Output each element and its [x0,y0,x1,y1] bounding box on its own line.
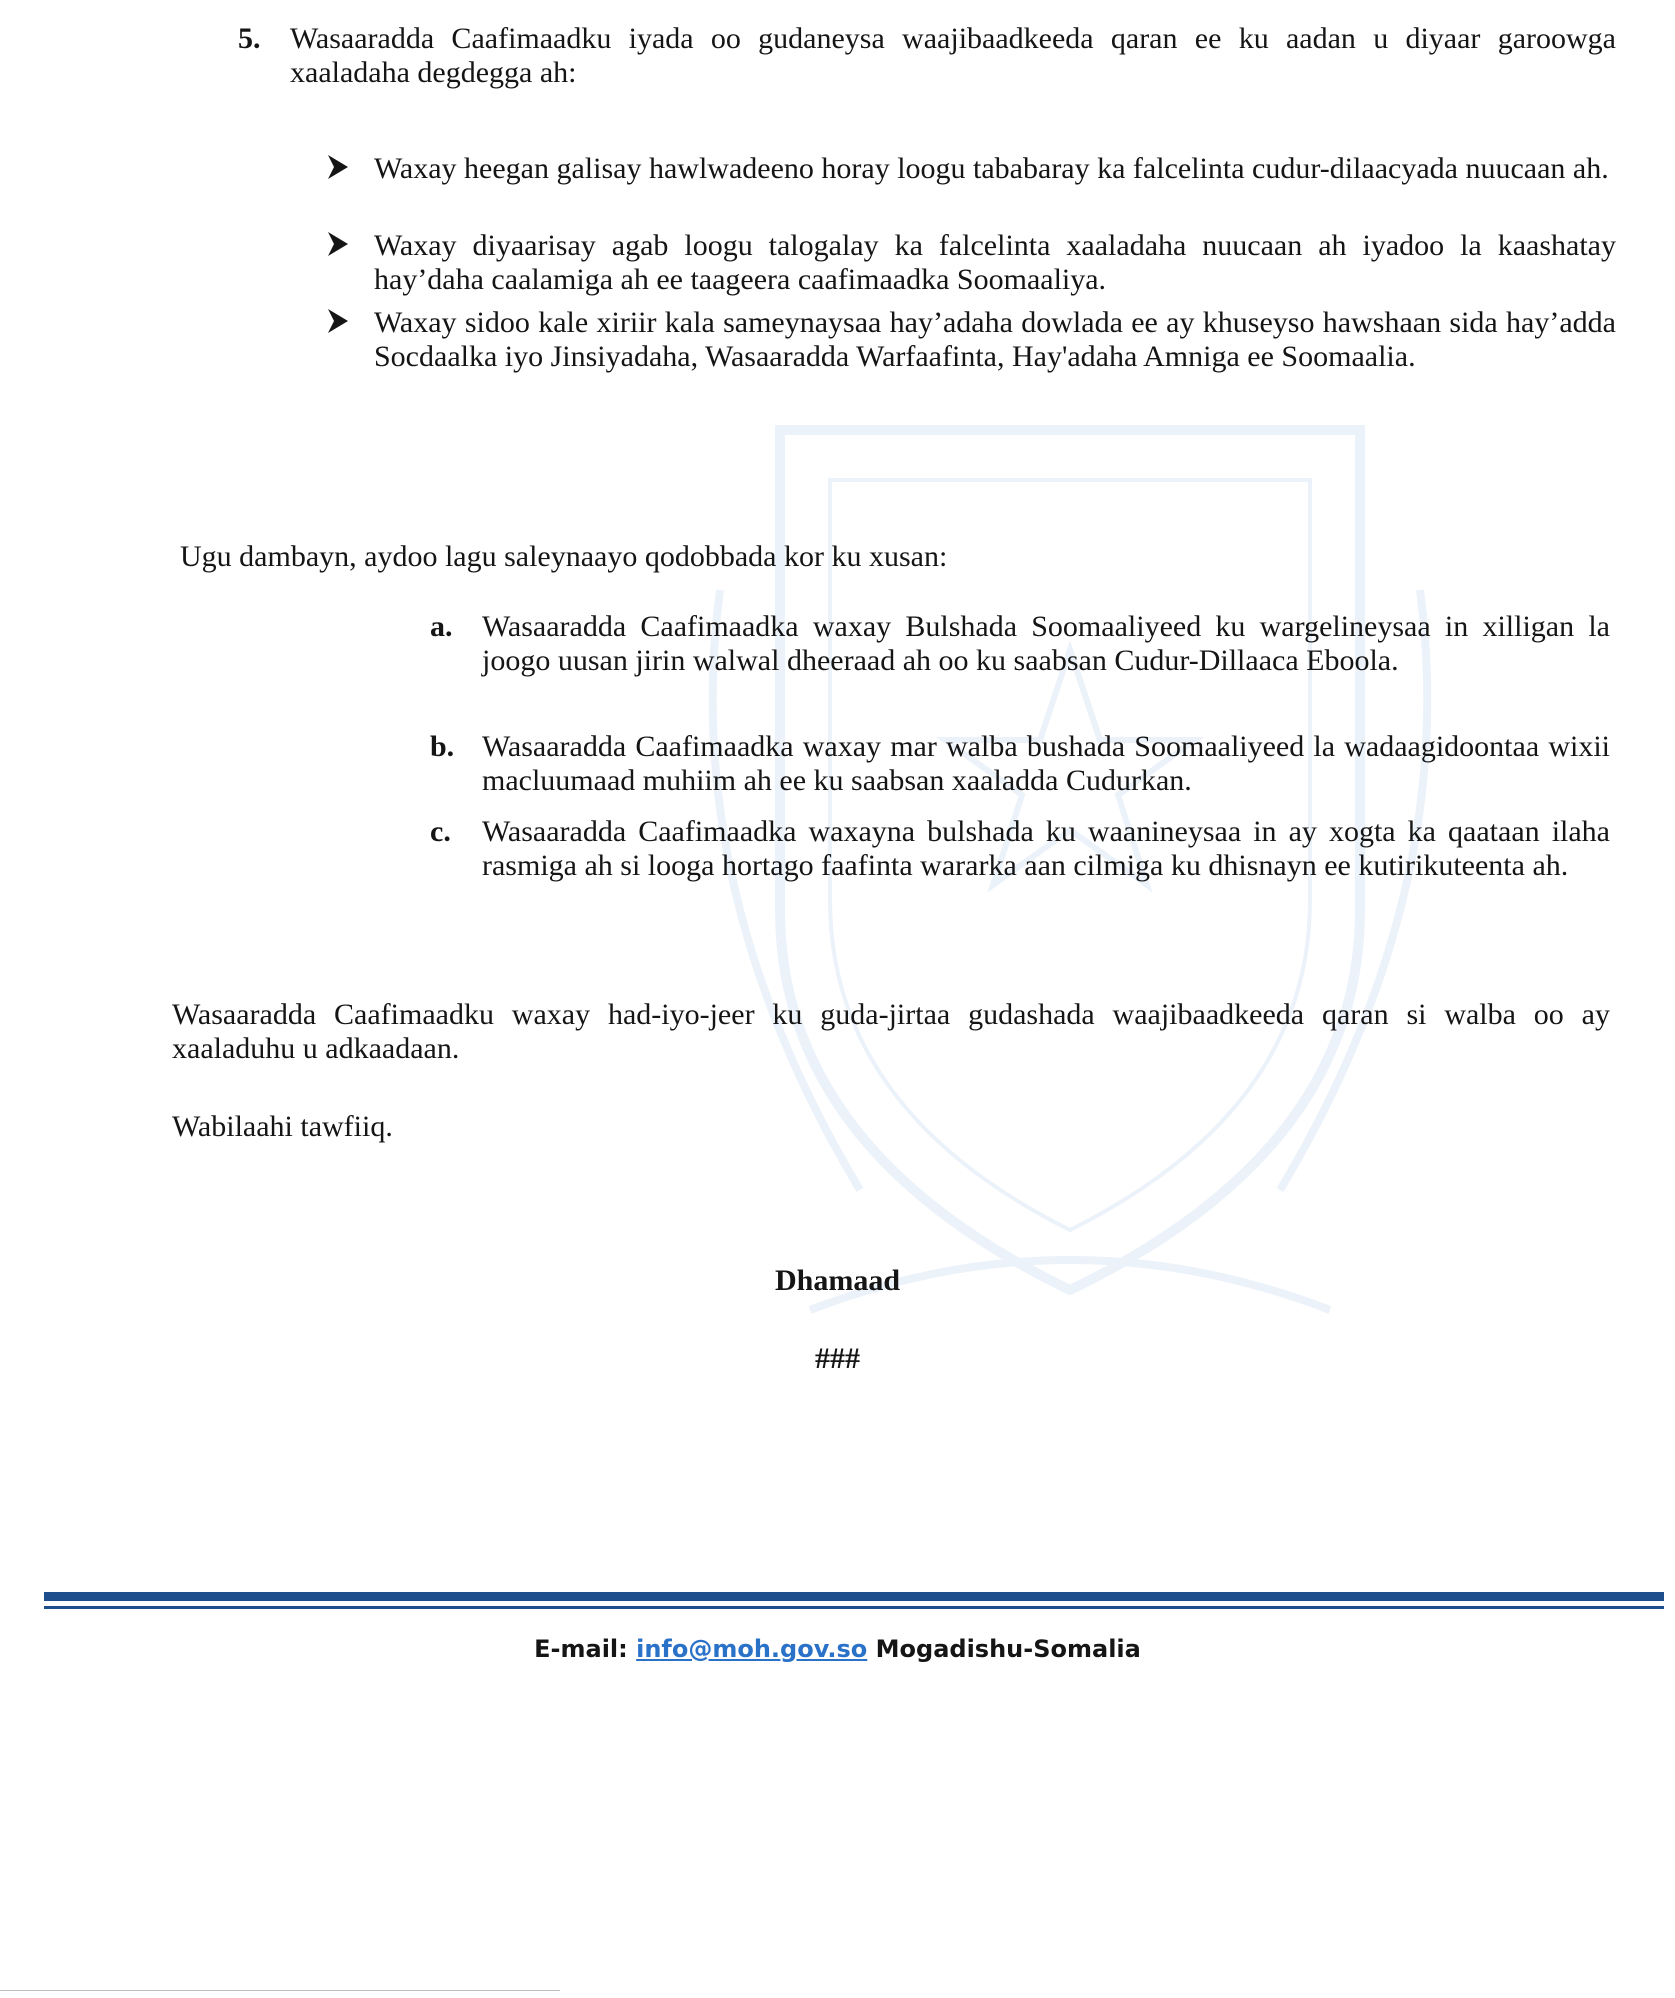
conclusion-item-b: Wasaaradda Caafimaadka waxay mar walba bushada Soomaaliyeed la wadaagidoontaa wixii macluumaad muhiim ah ee ku saabsan xaaladda Cudurkan. [482,730,1610,797]
item-marker-a: a. [430,610,453,643]
arrowhead-bullet-icon [326,229,350,259]
bullet-item-2: Waxay diyaarisay agab loogu talogalay ka falcelinta xaaladaha nuucaan ah iyadoo la kaashatay hay’daha caalamiga ah ee taageera caafimaadka Soomaaliya. [374,229,1616,296]
email-link[interactable]: info@moh.gov.so [636,1635,868,1663]
section-5-text: Wasaaradda Caafimaadku iyada oo gudaneysa waajibaadkeeda qaran ee ku aadan u diyaar garoowga xaaladaha degdegga ah: [290,22,1616,89]
arrowhead-bullet-icon [326,306,350,336]
footer-contact [0,1634,1675,1664]
conclusion-item-c: Wasaaradda Caafimaadka waxayna bulshada ku waanineysaa in ay xogta ka qaataan ilaha rasmiga ah si looga hortago faafinta wararka aan cilmiga ku dhisnayn ee kutirikuteenta ah. [482,815,1610,882]
email-label: E-mail: [534,1635,628,1663]
signoff: Wabilaahi tawfiiq. [172,1110,393,1143]
conclusion-item-a: Wasaaradda Caafimaadka waxay Bulshada Soomaaliyeed ku wargelineysaa in xilligan la joogo uusan jirin walwal dheeraad ah oo ku saabsan Cudur-Dillaaca Eboola. [482,610,1610,677]
arrowhead-bullet-icon [326,152,350,182]
footer-rule-thick [44,1592,1664,1601]
item-marker-c: c. [430,815,451,848]
end-marks: ### [815,1342,860,1375]
footer-location: Mogadishu-Somalia [875,1635,1141,1663]
footer-rule-thin [44,1606,1664,1609]
page-bottom-line [0,1990,560,1991]
item-marker-b: b. [430,730,455,763]
bullet-item-1: Waxay heegan galisay hawlwadeeno horay loogu tababaray ka falcelinta cudur-dilaacyada nuucaan ah. [374,152,1609,185]
bullet-item-3: Waxay sidoo kale xiriir kala sameynaysaa hay’adaha dowlada ee ay khuseyso hawshaan sida hay’adda Socdaalka iyo Jinsiyadaha, Wasaaradda Warfaafinta, Hay'adaha Amniga ee Soomaalia. [374,306,1616,373]
conclusion-intro: Ugu dambayn, aydoo lagu saleynaayo qodobbada kor ku xusan: [180,540,948,573]
closing-paragraph: Wasaaradda Caafimaadku waxay had-iyo-jeer ku guda-jirtaa gudashada waajibaadkeeda qaran si walba oo ay xaaladuhu u adkaadaan. [172,998,1610,1065]
end-title: Dhamaad [774,1264,901,1297]
section-number: 5. [238,22,261,55]
